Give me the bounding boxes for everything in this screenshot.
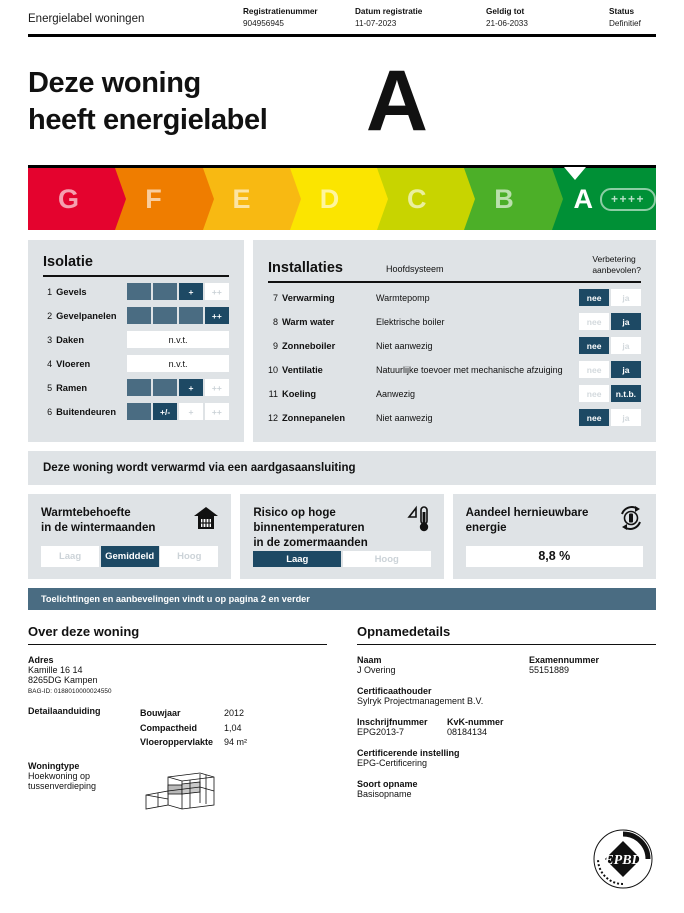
installatie-item-label: Ventilatie (282, 364, 323, 375)
isolatie-row (43, 304, 229, 328)
indicator-boxes (28, 494, 656, 579)
answer-ja: n.t.b. (611, 385, 641, 402)
indicator-box-title (253, 506, 430, 552)
row-number: 8 (272, 316, 278, 327)
instelling-value: EPG-Certificering (357, 758, 428, 769)
answer-ja: ja (611, 313, 641, 330)
soort-opname-block (357, 779, 656, 799)
rating-cell: ++ (205, 307, 229, 324)
isolatie-nvt-value: n.v.t. (127, 331, 229, 348)
energy-scale-label: E (232, 183, 251, 214)
energy-scale-label: A (573, 183, 593, 214)
isolatie-rating-bar (127, 403, 229, 420)
answer-ja: ja (611, 409, 641, 426)
isolatie-item-label: Ramen (56, 382, 88, 393)
indicator-title-line: Risico op hoge (253, 506, 336, 519)
scale-arrow-icon (464, 168, 475, 230)
installatie-row (268, 406, 641, 430)
field-geldig-tot (486, 6, 609, 31)
rating-cell: +/- (153, 403, 177, 420)
adres-label: Adres (28, 655, 54, 666)
isolatie-nvt-value: n.v.t. (127, 355, 229, 372)
scale-arrow-icon (290, 168, 301, 230)
answer-ja: ja (611, 361, 641, 378)
energy-scale-bars (28, 168, 656, 230)
document-title: Energielabel woningen (28, 13, 145, 25)
examennummer-value: 55151889 (529, 665, 570, 676)
answer-ja: ja (611, 289, 641, 306)
row-number: 9 (272, 340, 278, 351)
row-number: 7 (272, 292, 278, 303)
isolatie-row (43, 328, 229, 352)
isolatie-item-label: Gevels (56, 286, 87, 297)
indicator-box-title (41, 506, 218, 536)
installatie-item-label: Koeling (282, 388, 317, 399)
adres-block (28, 655, 327, 695)
installatie-item-label: Zonnepanelen (282, 412, 346, 423)
isolatie-rows (43, 280, 229, 424)
rating-cell: ++ (205, 283, 229, 300)
energy-scale-label: D (319, 183, 340, 214)
isolatie-rating-bar (127, 283, 229, 300)
opnamedetails-divider (357, 644, 656, 646)
indicator-box-title (466, 506, 643, 536)
naam-value: J Overing (357, 665, 396, 676)
installatie-system-value: Natuurlijke toevoer met mechanische afzuiging (376, 364, 563, 375)
energy-scale-label: G (58, 183, 80, 214)
installaties-header (268, 254, 641, 281)
verbetering-answer (579, 337, 641, 354)
bottom-section (28, 624, 656, 822)
thermometer-icon (406, 505, 432, 538)
over-woning-title: Over deze woning (28, 623, 140, 639)
verbetering-line-2: aanbevolen? (592, 264, 641, 275)
isolatie-rating-bar (127, 379, 229, 396)
row-number: 11 (268, 388, 278, 399)
soort-opname-label: Soort opname (357, 779, 418, 790)
rating-cell (153, 283, 177, 300)
isolatie-row (43, 280, 229, 304)
verbetering-answer (579, 409, 641, 426)
energy-plus-badge: ++++ (600, 188, 656, 211)
energy-scale-segment-D (290, 168, 377, 230)
indicator-box (240, 494, 443, 579)
installaties-rows (268, 286, 641, 430)
detail-value: 94 m² (224, 737, 248, 748)
field-label: Datum registratie (355, 7, 423, 16)
indicator-title-line: energie (465, 521, 507, 534)
isolatie-row (43, 400, 229, 424)
energy-scale-segment-F (115, 168, 202, 230)
row-number: 3 (47, 334, 53, 345)
toelichting-banner: Toelichtingen en aanbevelingen vindt u op pagina 2 en verder (28, 588, 656, 610)
rating-cell (127, 307, 151, 324)
energy-scale-marker-icon (564, 167, 586, 180)
adres-city: 8265DG Kampen (28, 675, 98, 686)
installaties-title: Installaties (268, 260, 343, 277)
choice-option: Hoog (343, 551, 431, 566)
row-number: 5 (47, 382, 53, 393)
opnamedetails-title: Opnamedetails (357, 623, 451, 639)
instelling-block (357, 748, 656, 768)
energy-scale (28, 165, 656, 230)
energy-scale-segment-C (377, 168, 464, 230)
detailaanduiding-label-col (28, 706, 140, 750)
answer-nee: nee (579, 313, 609, 330)
rating-cell (127, 283, 151, 300)
rating-cell (153, 307, 177, 324)
answer-nee: nee (579, 409, 609, 426)
hero-section (0, 37, 684, 157)
isolatie-item-label: Buitendeuren (56, 406, 117, 417)
epbd-logo-icon (592, 828, 654, 895)
detail-bouwjaar (140, 706, 247, 721)
energy-scale-label: B (494, 183, 514, 214)
verbetering-answer (579, 361, 641, 378)
row-number: 2 (47, 310, 53, 321)
detail-key: Compactheid (140, 722, 198, 733)
field-value: 21-06-2033 (486, 19, 528, 29)
inschrijfnummer-col (357, 717, 447, 737)
instelling-label: Certificerende instelling (357, 748, 460, 759)
choice-option: Laag (253, 551, 341, 566)
field-label: Registratienummer (243, 7, 318, 16)
detail-value: 2012 (224, 708, 245, 719)
installatie-row (268, 382, 641, 406)
installatie-row (268, 358, 641, 382)
rating-cell (127, 379, 151, 396)
energy-scale-label: F (145, 183, 162, 214)
indicator-box (453, 494, 656, 579)
detail-key: Vloeroppervlakte (140, 737, 214, 748)
field-status (609, 6, 669, 31)
housing-diagram-icon (140, 761, 222, 822)
installatie-system-value: Elektrische boiler (376, 316, 445, 327)
over-deze-woning-column (28, 624, 343, 822)
indicator-choices (41, 546, 218, 567)
isolatie-panel (28, 240, 244, 442)
row-number: 4 (47, 358, 53, 369)
isolatie-row (43, 352, 229, 376)
kvk-label: KvK-nummer (447, 717, 504, 728)
woningtype-value: Hoekwoning op tussenverdieping (28, 770, 97, 791)
answer-nee: nee (579, 289, 609, 306)
installatie-system-value: Niet aanwezig (376, 412, 433, 423)
installatie-row (268, 286, 641, 310)
verbetering-answer (579, 289, 641, 306)
detailaanduiding-label: Detailaanduiding (28, 706, 101, 717)
installatie-item-label: Verwarming (282, 292, 335, 303)
answer-nee: nee (579, 337, 609, 354)
renewable-icon (618, 505, 644, 536)
rating-cell: + (179, 379, 203, 396)
rating-cell (127, 403, 151, 420)
indicator-title-line: Warmtebehoefte (41, 506, 131, 519)
scale-arrow-icon (203, 168, 214, 230)
isolatie-item-label: Vloeren (56, 358, 91, 369)
page-title (28, 65, 366, 139)
opnamedetails-column (343, 624, 656, 822)
field-label: Status (609, 7, 635, 16)
rating-cell: ++ (205, 379, 229, 396)
naam-block (357, 655, 656, 675)
rating-cell (153, 379, 177, 396)
examennummer-label: Examennummer (529, 655, 600, 666)
isolatie-rating-bar (127, 307, 229, 324)
verbetering-column-header (592, 254, 641, 276)
installatie-row (268, 310, 641, 334)
rating-cell (179, 307, 203, 324)
isolatie-header (43, 254, 229, 275)
energy-label-letter: A (365, 53, 426, 150)
woningtype-label: Woningtype (28, 760, 80, 771)
woningtype-text (28, 761, 140, 822)
rating-cell: + (179, 283, 203, 300)
woningtype-block (28, 761, 327, 822)
rating-cell: + (179, 403, 203, 420)
installatie-system-value: Niet aanwezig (376, 340, 433, 351)
header-fields (243, 6, 670, 31)
energy-scale-segment-E (203, 168, 290, 230)
certificaathouder-value: Sylryk Projectmanagement B.V. (357, 696, 484, 707)
installatie-system-value: Warmtepomp (376, 292, 430, 303)
detail-compactheid (140, 721, 247, 736)
detailaanduiding-values (140, 706, 247, 750)
scale-arrow-icon (377, 168, 388, 230)
epbd-logo-text: EPBD (604, 853, 642, 868)
isolatie-title: Isolatie (43, 254, 93, 270)
energy-scale-segment-A (552, 168, 657, 230)
rating-cell: ++ (205, 403, 229, 420)
verbetering-answer (579, 385, 641, 402)
installatie-item-label: Zonneboiler (282, 340, 336, 351)
detail-vloeroppervlakte (140, 735, 247, 750)
field-datum-registratie (355, 6, 486, 31)
soort-opname-value: Basisopname (357, 789, 412, 800)
hoofdsysteem-column-header: Hoofdsysteem (385, 264, 444, 275)
row-number: 10 (268, 364, 279, 375)
answer-nee: nee (579, 361, 609, 378)
detailaanduiding-block (28, 706, 327, 750)
installaties-divider (268, 281, 641, 283)
energy-scale-segment-G (28, 168, 115, 230)
installatie-system-value: Aanwezig (376, 388, 416, 399)
document-header (0, 0, 684, 34)
certificaathouder-label: Certificaathouder (357, 686, 432, 697)
status-badge: Definitief (609, 19, 641, 29)
isolatie-item-label: Gevelpanelen (56, 310, 117, 321)
verbetering-line-1: Verbetering (592, 254, 636, 264)
kvk-col (447, 717, 504, 737)
indicator-choices (253, 551, 430, 566)
panels-section (28, 240, 656, 442)
indicator-title-line: in de wintermaanden (41, 521, 156, 534)
installaties-panel (253, 240, 656, 442)
row-number: 1 (47, 286, 53, 297)
gas-connection-banner: Deze woning wordt verwarmd via een aardgasaansluiting (28, 451, 656, 485)
hero-line-1: Deze woning (28, 66, 201, 99)
field-registratienummer (243, 6, 355, 31)
indicator-title-line: Aandeel hernieuwbare (465, 506, 589, 519)
scale-arrow-icon (115, 168, 126, 230)
answer-ja: ja (611, 337, 641, 354)
detail-key: Bouwjaar (140, 708, 181, 719)
row-number: 12 (268, 412, 279, 423)
field-label: Geldig tot (486, 7, 525, 16)
certificaathouder-block (357, 686, 656, 706)
isolatie-item-label: Daken (56, 334, 84, 345)
installatie-item-label: Warm water (282, 316, 335, 327)
kvk-value: 08184134 (447, 727, 488, 738)
installatie-row (268, 334, 641, 358)
field-value: 904956945 (243, 19, 284, 29)
isolatie-row (43, 376, 229, 400)
inschrijf-kvk-block (357, 717, 656, 737)
verbetering-answer (579, 313, 641, 330)
inschrijfnummer-label: Inschrijfnummer (357, 717, 428, 728)
inschrijfnummer-value: EPG2013-7 (357, 727, 405, 738)
adres-street: Kamille 16 14 (28, 665, 83, 676)
scale-arrow-icon (552, 168, 563, 230)
indicator-value: 8,8 % (466, 546, 643, 567)
over-woning-divider (28, 644, 327, 646)
answer-nee: nee (579, 385, 609, 402)
examennummer-col (529, 655, 599, 675)
energy-scale-segment-B (464, 168, 551, 230)
row-number: 6 (47, 406, 53, 417)
energy-scale-label: C (407, 183, 427, 214)
choice-option: Hoog (160, 546, 218, 567)
naam-col (357, 655, 529, 675)
house-icon (193, 505, 219, 536)
naam-label: Naam (357, 655, 382, 666)
indicator-title-line: binnentemperaturen (253, 521, 365, 534)
choice-option: Gemiddeld (101, 546, 159, 567)
indicator-box (28, 494, 231, 579)
choice-option: Laag (41, 546, 99, 567)
hero-line-2: heeft energielabel (28, 104, 268, 136)
isolatie-divider (43, 275, 229, 277)
indicator-title-line: in de zomermaanden (253, 537, 368, 550)
bag-id: BAG-ID: 0188010000024550 (28, 688, 112, 696)
detail-value: 1,04 (224, 722, 242, 733)
field-value: 11-07-2023 (355, 19, 397, 29)
